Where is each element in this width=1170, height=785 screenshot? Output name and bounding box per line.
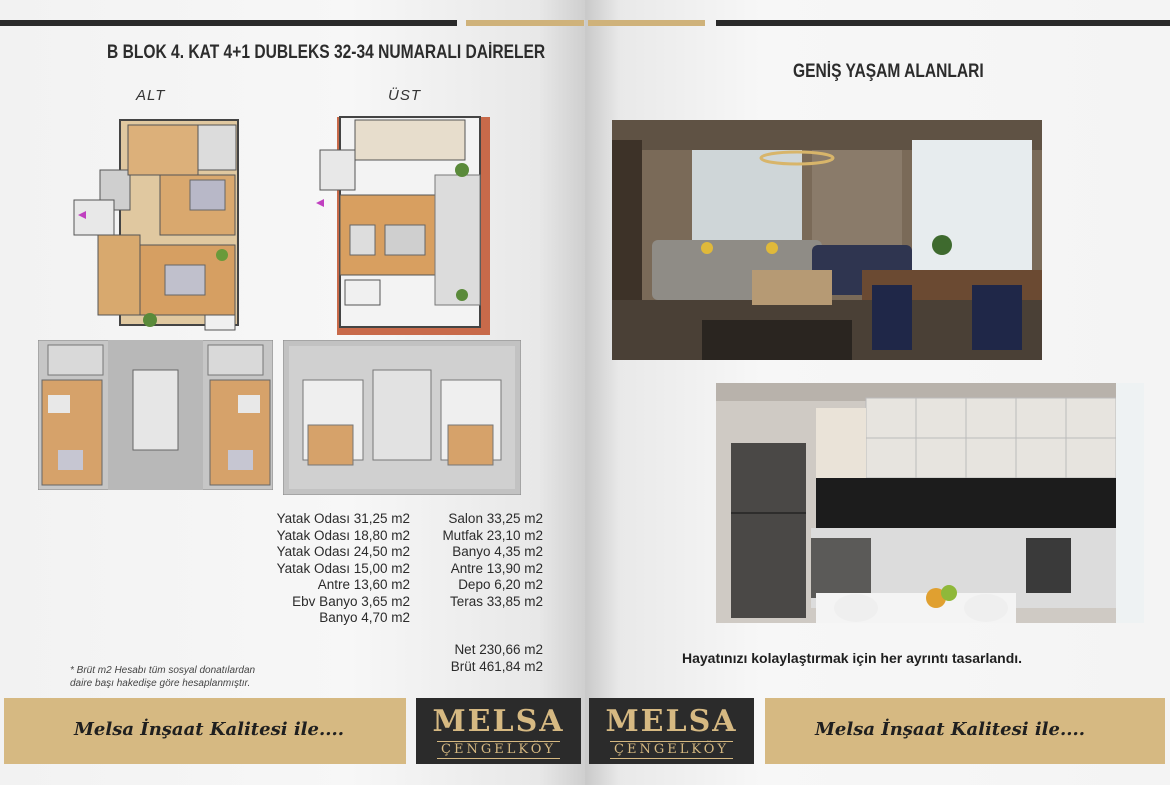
footnote-line: daire başı hakedişe göre hesaplanmıştır. xyxy=(70,678,251,689)
melsa-logo-left xyxy=(416,698,581,764)
room-area: Salon 33,25 m2 xyxy=(448,511,543,526)
slogan-band-right xyxy=(765,698,1165,764)
top-rule-dark xyxy=(716,20,1170,26)
lower-floor-plan xyxy=(70,115,245,335)
page-title: B BLOK 4. KAT 4+1 DUBLEKS 32-34 NUMARALI DAİRELER xyxy=(107,42,546,63)
room-area: Yatak Odası 31,25 m2 xyxy=(276,511,410,526)
floor-label-upper: ÜST xyxy=(388,87,421,104)
block-plan-lower xyxy=(38,340,273,490)
caption: Hayatınızı kolaylaştırmak için her ayrıntı tasarlandı. xyxy=(682,650,1023,666)
room-area: Antre 13,60 m2 xyxy=(317,577,410,592)
upper-floor-plan xyxy=(310,115,490,335)
right-page xyxy=(585,0,1170,785)
room-area: Yatak Odası 24,50 m2 xyxy=(276,544,410,559)
slogan-text: Melsa İnşaat Kalitesi ile.... xyxy=(815,719,1086,740)
room-area: Mutfak 23,10 m2 xyxy=(442,527,543,543)
floor-label-lower: ALT xyxy=(136,87,166,104)
room-area: Yatak Odası 15,00 m2 xyxy=(276,560,410,576)
gross-area: Brüt 461,84 m2 xyxy=(450,658,543,674)
room-area: Ebv Banyo 3,65 m2 xyxy=(292,593,410,609)
page-title: GENİŞ YAŞAM ALANLARI xyxy=(793,61,984,82)
top-rule-dark xyxy=(0,20,457,26)
block-plan-upper xyxy=(283,340,521,495)
total-areas xyxy=(400,642,543,675)
logo-wordmark: MELSA xyxy=(605,704,738,739)
slogan-band-left xyxy=(4,698,406,764)
living-room-photo xyxy=(612,120,1042,360)
net-area: Net 230,66 m2 xyxy=(454,642,543,657)
slogan-text: Melsa İnşaat Kalitesi ile.... xyxy=(74,719,345,740)
room-area: Banyo 4,70 m2 xyxy=(319,610,410,625)
top-rule-gold xyxy=(466,20,584,26)
kitchen-photo xyxy=(716,383,1144,623)
logo-subtitle: ÇENGELKÖY xyxy=(437,741,560,759)
room-area: Depo 6,20 m2 xyxy=(458,577,543,592)
logo-wordmark: MELSA xyxy=(432,704,565,739)
room-area: Antre 13,90 m2 xyxy=(450,560,543,576)
footnote-line: * Brüt m2 Hesabı tüm sosyal donatılardan xyxy=(70,665,256,676)
room-area: Teras 33,85 m2 xyxy=(449,593,543,609)
room-areas-left xyxy=(230,511,410,627)
room-areas-right xyxy=(400,511,543,610)
melsa-logo-right xyxy=(589,698,754,764)
footnote xyxy=(70,664,255,690)
top-rule-gold xyxy=(588,20,705,26)
logo-subtitle: ÇENGELKÖY xyxy=(610,741,733,759)
room-area: Yatak Odası 18,80 m2 xyxy=(276,527,410,543)
room-area: Banyo 4,35 m2 xyxy=(452,544,543,559)
